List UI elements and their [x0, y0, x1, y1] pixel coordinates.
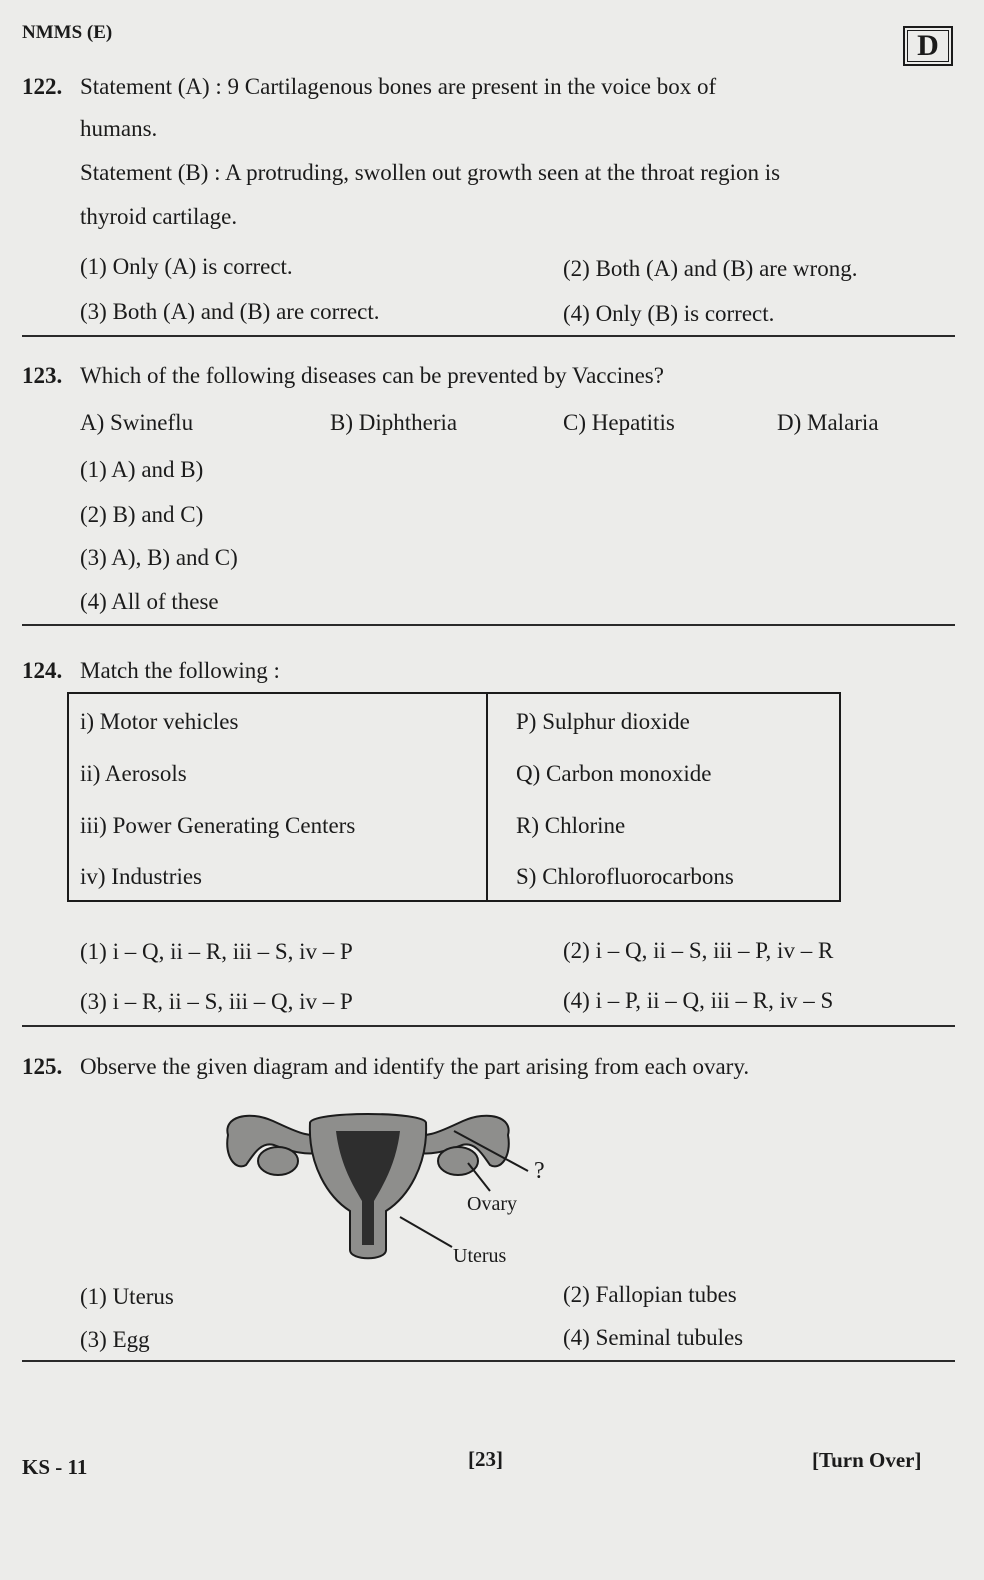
question-number: 124. [22, 658, 63, 683]
exam-title: NMMS (E) [22, 22, 113, 43]
statement-b-cont: thyroid cartilage. [80, 204, 238, 229]
disease-item-a: A) Swineflu [80, 410, 194, 435]
question-text: Match the following : [80, 658, 280, 683]
question-number: 122. [22, 74, 63, 99]
match-right-item: P) Sulphur dioxide [516, 709, 690, 734]
question-number: 123. [22, 363, 63, 388]
right-ovary [438, 1147, 478, 1175]
question-number: 125. [22, 1054, 63, 1079]
pointer-line-ovary [468, 1163, 490, 1191]
option-1[interactable]: (1) A) and B) [80, 457, 204, 482]
divider [22, 335, 955, 337]
match-right-item: S) Chlorofluorocarbons [516, 864, 734, 889]
disease-item-d: D) Malaria [777, 410, 879, 435]
question-text: Which of the following diseases can be prevented by Vaccines? [80, 363, 664, 388]
match-left-item: iii) Power Generating Centers [80, 813, 356, 838]
option-4[interactable]: (4) Seminal tubules [563, 1325, 744, 1350]
option-1[interactable]: (1) i – Q, ii – R, iii – S, iv – P [80, 939, 353, 964]
option-2[interactable]: (2) B) and C) [80, 502, 204, 527]
statement-a-text: Statement (A) : 9 Cartilagenous bones are present in the voice box of [80, 74, 717, 99]
statement-b-text: Statement (B) : A protruding, swollen out growth seen at the throat region is [80, 160, 781, 185]
option-4[interactable]: (4) Only (B) is correct. [563, 301, 775, 326]
disease-item-c: C) Hepatitis [563, 410, 675, 435]
option-1[interactable]: (1) Only (A) is correct. [80, 254, 293, 279]
option-3[interactable]: (3) Egg [80, 1327, 150, 1352]
divider [22, 1360, 955, 1362]
option-1[interactable]: (1) Uterus [80, 1284, 174, 1309]
question-text: Observe the given diagram and identify the part arising from each ovary. [80, 1054, 750, 1079]
match-right-item: Q) Carbon monoxide [516, 761, 712, 786]
option-2[interactable]: (2) i – Q, ii – S, iii – P, iv – R [563, 938, 834, 963]
match-left-item: ii) Aerosols [80, 761, 187, 786]
diagram-label-uterus: Uterus [453, 1245, 507, 1267]
table-divider [486, 692, 488, 900]
match-left-item: iv) Industries [80, 864, 203, 889]
match-left-item: i) Motor vehicles [80, 709, 239, 734]
divider [22, 624, 955, 626]
diagram-question-mark: ? [534, 1158, 545, 1184]
option-2[interactable]: (2) Both (A) and (B) are wrong. [563, 256, 858, 281]
divider [22, 1025, 955, 1027]
option-3[interactable]: (3) i – R, ii – S, iii – Q, iv – P [80, 989, 353, 1014]
statement-a-cont: humans. [80, 116, 158, 141]
disease-item-b: B) Diphtheria [330, 410, 458, 435]
left-ovary [258, 1147, 298, 1175]
option-3[interactable]: (3) Both (A) and (B) are correct. [80, 299, 380, 324]
match-right-item: R) Chlorine [516, 813, 626, 838]
option-4[interactable]: (4) i – P, ii – Q, iii – R, iv – S [563, 988, 834, 1013]
page-number: [23] [468, 1447, 503, 1471]
set-code-badge: D [903, 26, 953, 66]
turn-over-note: [Turn Over] [812, 1448, 922, 1472]
option-4[interactable]: (4) All of these [80, 589, 219, 614]
option-3[interactable]: (3) A), B) and C) [80, 545, 238, 570]
pointer-line-uterus [400, 1217, 452, 1247]
diagram-label-ovary: Ovary [467, 1193, 517, 1215]
footer-code: KS - 11 [22, 1455, 88, 1479]
option-2[interactable]: (2) Fallopian tubes [563, 1282, 737, 1307]
reproductive-system-diagram [218, 1105, 578, 1270]
